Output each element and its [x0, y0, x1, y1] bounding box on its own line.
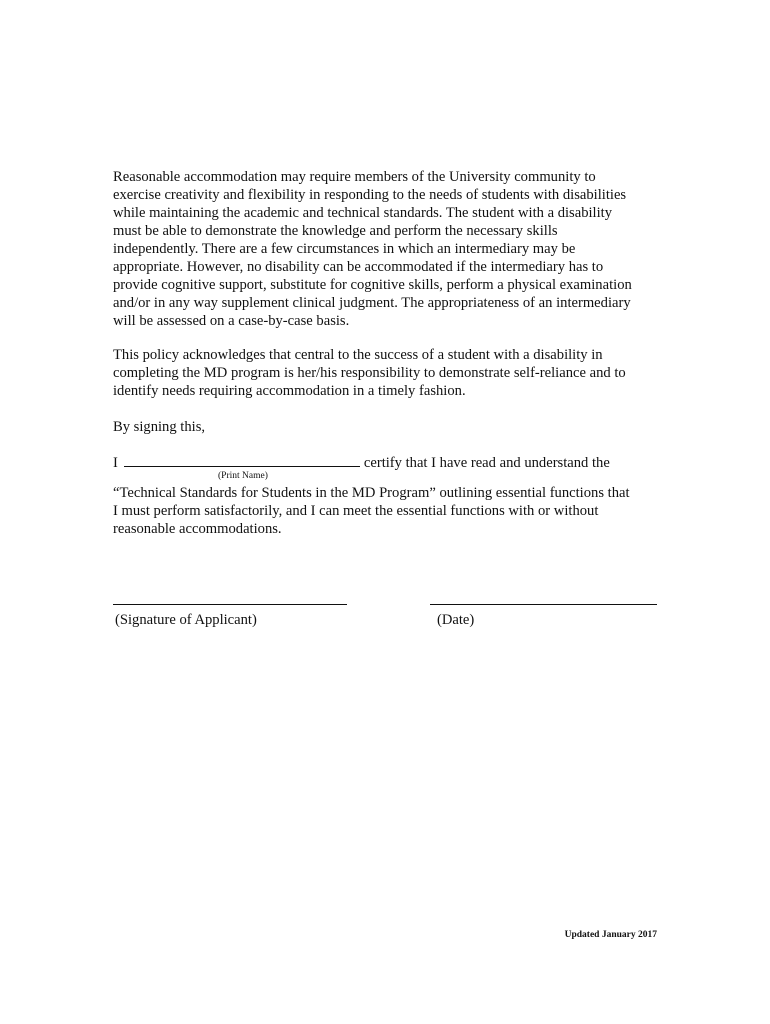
date-field[interactable]: [430, 604, 657, 605]
text-line: must be able to demonstrate the knowledge and perform the necessary skills: [113, 223, 558, 239]
updated-date-footer: Updated January 2017: [564, 930, 657, 940]
signing-intro: By signing this,: [113, 419, 206, 435]
certification-row: [113, 453, 610, 472]
certification-prefix: I: [113, 455, 118, 471]
applicant-signature-field[interactable]: [113, 604, 347, 605]
text-line: appropriate. However, no disability can be accommodated if the intermediary has to: [113, 259, 604, 275]
print-name-caption: (Print Name): [218, 471, 268, 481]
policy-paragraph: [113, 346, 673, 400]
text-line: will be assessed on a case-by-case basis.: [113, 313, 350, 329]
text-line: reasonable accommodations.: [113, 521, 282, 537]
certification-suffix: certify that I have read and understand the: [363, 455, 610, 471]
applicant-signature-label: (Signature of Applicant): [115, 612, 257, 628]
date-label: (Date): [437, 612, 475, 628]
text-line: provide cognitive support, substitute for cognitive skills, perform a physical examination: [113, 277, 632, 293]
text-line: completing the MD program is her/his responsibility to demonstrate self-reliance and to: [113, 365, 626, 381]
text-line: exercise creativity and flexibility in responding to the needs of students with disabilities: [113, 187, 627, 203]
text-line: Reasonable accommodation may require members of the University community to: [113, 169, 596, 185]
print-name-field[interactable]: [124, 453, 360, 467]
text-line: while maintaining the academic and technical standards. The student with a disability: [113, 205, 613, 221]
text-line: independently. There are a few circumstances in which an intermediary may be: [113, 241, 576, 257]
text-line: “Technical Standards for Students in the MD Program” outlining essential functions that: [113, 485, 630, 501]
text-line: This policy acknowledges that central to the success of a student with a disability in: [113, 347, 603, 363]
text-line: and/or in any way supplement clinical judgment. The appropriateness of an intermediary: [113, 295, 631, 311]
technical-standards-paragraph: [113, 484, 673, 538]
text-line: identify needs requiring accommodation in a timely fashion.: [113, 383, 466, 399]
text-line: I must perform satisfactorily, and I can meet the essential functions with or without: [113, 503, 599, 519]
accommodation-paragraph: [113, 168, 673, 330]
